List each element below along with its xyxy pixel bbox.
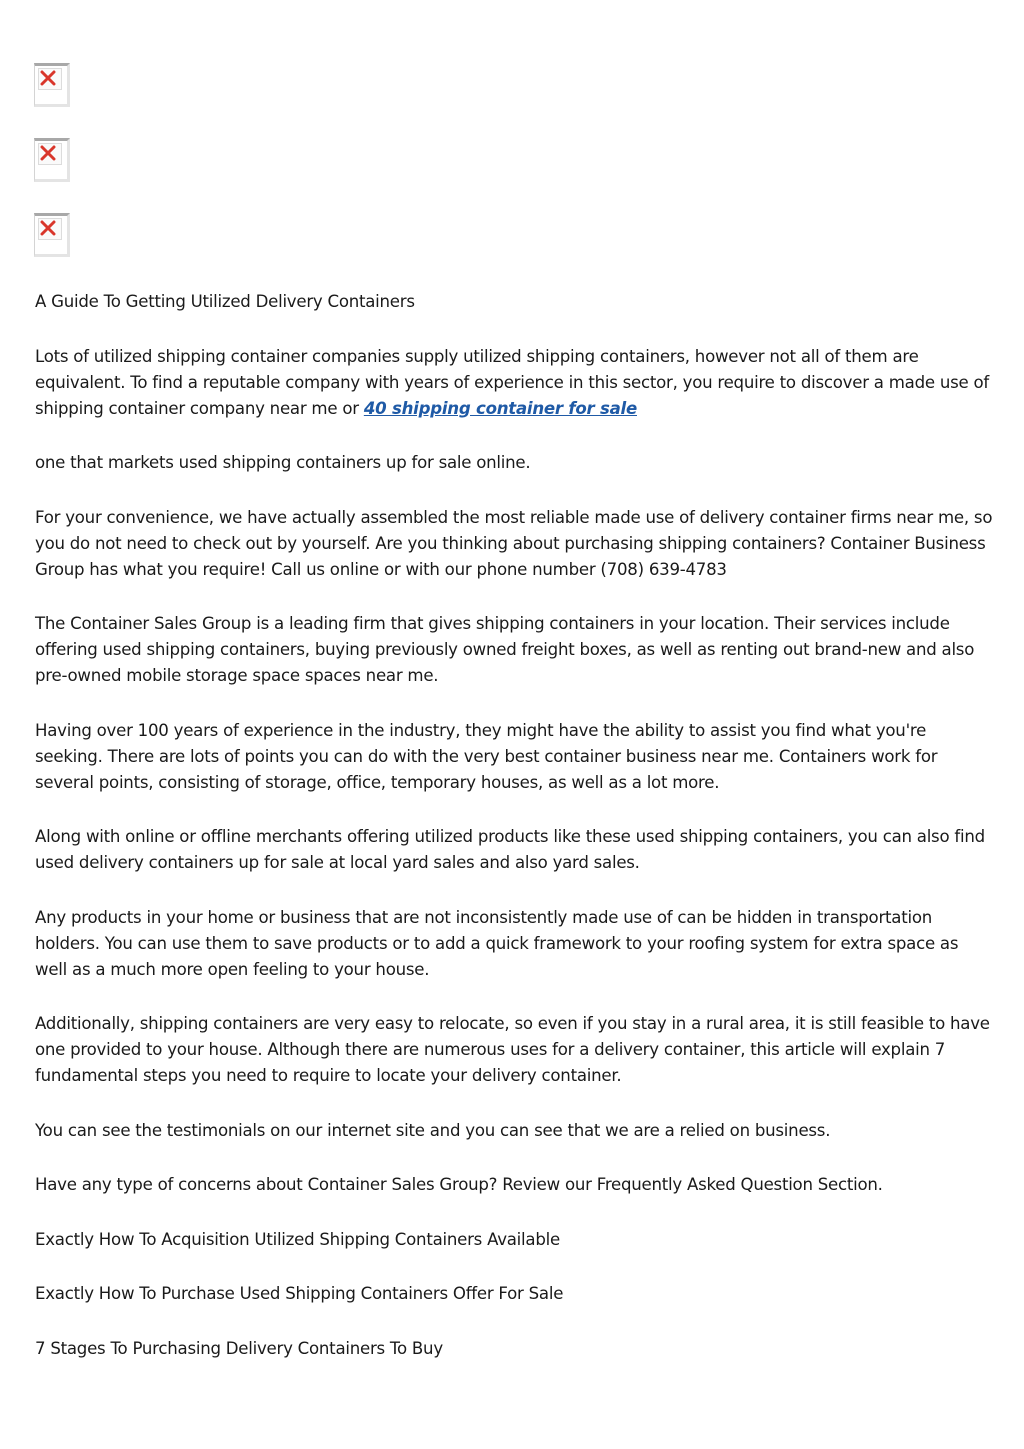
heading-1: Exactly How To Acquisition Utilized Shipping Containers Available [35,1229,560,1249]
broken-images-column [34,63,70,288]
paragraph-7: Any products in your home or business that are not inconsistently made use of can be hidden in transportation holders. You can use them to save products or to add a quick framework to your roofing system for extra space as well as a much more open feeling to your house. [35,907,959,979]
heading-3: 7 Stages To Purchasing Delivery Containers To Buy [35,1338,443,1358]
broken-image-icon [40,70,56,86]
broken-image-icon [40,145,56,161]
paragraph-intro [35,344,995,422]
paragraph-10: Have any type of concerns about Container Sales Group? Review our Frequently Asked Question Section. [35,1175,883,1194]
broken-image-1 [34,63,70,107]
article-body [35,289,995,1390]
broken-image-2 [34,138,70,182]
paragraph-3: For your convenience, we have actually assembled the most reliable made use of delivery container firms near me, so you do not need to check out by yourself. Are you thinking about purchasing shipping containers? Container Business Group has what you require! Call us online or with our phone number (708) 639-4783 [35,507,993,579]
paragraph-8: Additionally, shipping containers are very easy to relocate, so even if you stay in a rural area, it is still feasible to have one provided to your house. Although there are numerous uses for a delivery container, this article will explain 7 fundamental steps you need to require to locate your delivery container. [35,1014,990,1085]
paragraph-4: The Container Sales Group is a leading firm that gives shipping containers in your location. Their services include offering used shipping containers, buying previously owned freight boxes, as well as renting out brand-new and also pre-owned mobile storage space spaces near me. [35,614,975,685]
broken-image-icon [40,220,56,236]
paragraph-2: one that markets used shipping containers up for sale online. [35,453,531,472]
paragraph-intro-text: Lots of utilized shipping container companies supply utilized shipping containers, however not all of them are equivalent. To find a reputable company with years of experience in this sector, you require to discover a made use of shipping container company near me or [35,346,989,418]
broken-image-3 [34,213,70,257]
shipping-container-link[interactable]: 40 shipping container for sale [363,398,637,418]
article-title: A Guide To Getting Utilized Delivery Containers [35,292,415,311]
paragraph-6: Along with online or offline merchants offering utilized products like these used shipping containers, you can also find used delivery containers up for sale at local yard sales and also yard sales. [35,827,985,872]
heading-2: Exactly How To Purchase Used Shipping Containers Offer For Sale [35,1284,564,1303]
paragraph-5: Having over 100 years of experience in the industry, they might have the ability to assist you find what you're seeking. There are lots of points you can do with the very best container business near me. Containers work for several points, consisting of storage, office, temporary houses, as well as a lot more. [35,720,938,792]
paragraph-9: You can see the testimonials on our internet site and you can see that we are a relied on business. [35,1120,831,1140]
